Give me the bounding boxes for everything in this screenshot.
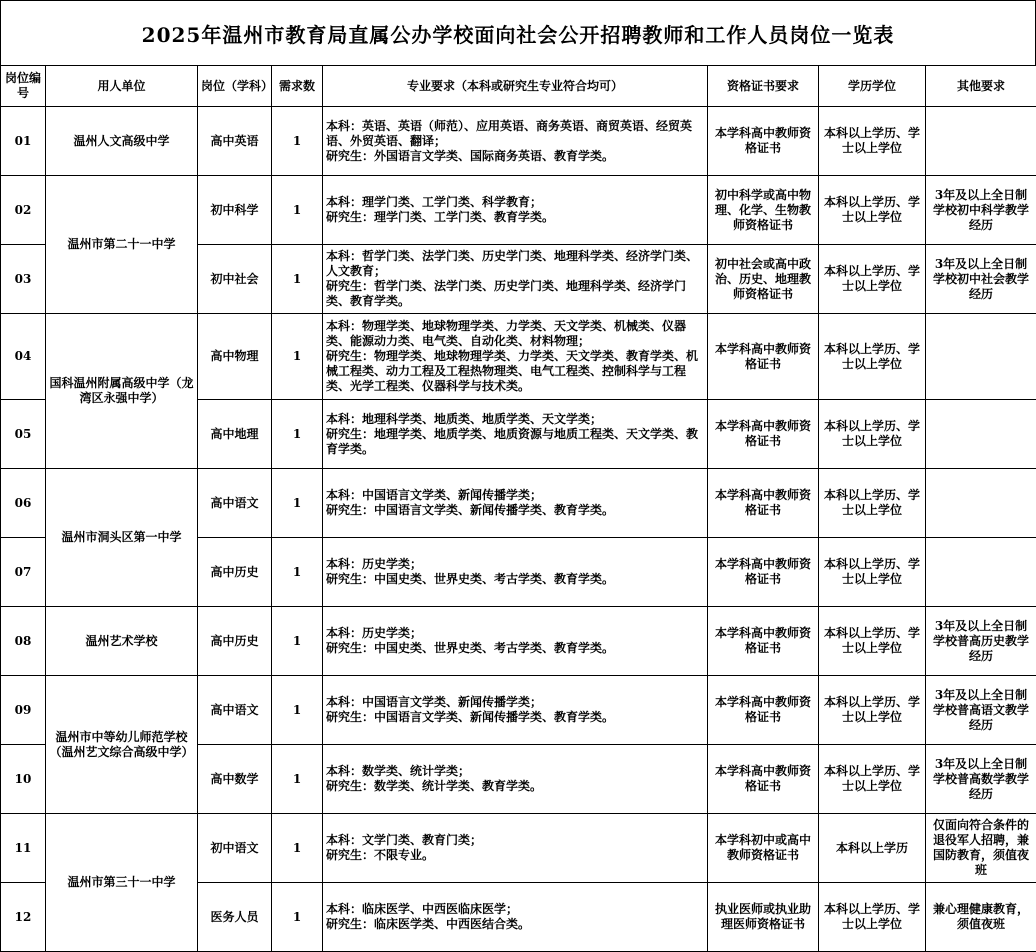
- cell-major: [323, 745, 708, 814]
- cell-code: 07: [1, 538, 46, 607]
- cell-major: [323, 538, 708, 607]
- cell-cert: 本学科高中教师资格证书: [708, 469, 819, 538]
- cell-post: 高中语文: [198, 469, 272, 538]
- header-other: 其他要求: [926, 66, 1036, 107]
- cell-cert: 本学科高中教师资格证书: [708, 400, 819, 469]
- cell-cert: 本学科高中教师资格证书: [708, 745, 819, 814]
- header-cert: 资格证书要求: [708, 66, 819, 107]
- cell-cert: 本学科高中教师资格证书: [708, 676, 819, 745]
- cell-num: 1: [272, 400, 323, 469]
- major-graduate: 研究生：临床医学类、中西医结合类。: [326, 917, 531, 931]
- cell-cert: 初中社会或高中政治、历史、地理教师资格证书: [708, 245, 819, 314]
- cell-degree: 本科以上学历、学士以上学位: [819, 314, 926, 400]
- major-undergrad: 本科：地理科学类、地质类、地质学类、天文学类；: [326, 411, 603, 426]
- cell-unit: 温州市第三十一中学: [46, 814, 198, 952]
- cell-post: 医务人员: [198, 883, 272, 952]
- cell-code: 02: [1, 176, 46, 245]
- cell-num: 1: [272, 176, 323, 245]
- cell-other: [926, 469, 1036, 538]
- cell-major: [323, 607, 708, 676]
- table-row: [1, 469, 1036, 538]
- cell-post: 高中英语: [198, 107, 272, 176]
- cell-num: 1: [272, 676, 323, 745]
- positions-table: [0, 65, 1036, 952]
- cell-other: 3年及以上全日制学校普高历史教学经历: [926, 607, 1036, 676]
- major-graduate: 研究生：中国史类、世界史类、考古学类、教育学类。: [326, 641, 615, 655]
- major-graduate: 研究生：理学门类、工学门类、教育学类。: [326, 210, 555, 224]
- header-post: 岗位（学科）: [198, 66, 272, 107]
- header-num: 需求数: [272, 66, 323, 107]
- cell-other: [926, 107, 1036, 176]
- cell-major: [323, 245, 708, 314]
- cell-num: 1: [272, 814, 323, 883]
- cell-major: [323, 883, 708, 952]
- cell-degree: 本科以上学历: [819, 814, 926, 883]
- page-title: 2025年温州市教育局直属公办学校面向社会公开招聘教师和工作人员岗位一览表: [0, 0, 1036, 66]
- cell-unit: 温州市洞头区第一中学: [46, 469, 198, 607]
- cell-unit: 温州人文高级中学: [46, 107, 198, 176]
- cell-degree: 本科以上学历、学士以上学位: [819, 676, 926, 745]
- cell-cert: 本学科初中或高中教师资格证书: [708, 814, 819, 883]
- major-undergrad: 本科：临床医学、中西医临床医学；: [326, 902, 519, 916]
- major-graduate: 研究生：哲学门类、法学门类、历史学门类、地理科学类、经济学门类、教育学类。: [326, 279, 687, 308]
- cell-num: 1: [272, 245, 323, 314]
- cell-cert: 执业医师或执业助理医师资格证书: [708, 883, 819, 952]
- table-row: [1, 107, 1036, 176]
- cell-other: 兼心理健康教育，须值夜班: [926, 883, 1036, 952]
- header-row: [1, 66, 1036, 107]
- major-graduate: 研究生：数学类、统计学类、教育学类。: [326, 779, 543, 793]
- major-undergrad: 本科：文学门类、教育门类；: [326, 833, 483, 847]
- header-code: 岗位编号: [1, 66, 46, 107]
- cell-post: 初中语文: [198, 814, 272, 883]
- cell-num: 1: [272, 107, 323, 176]
- header-degree: 学历学位: [819, 66, 926, 107]
- cell-other: [926, 400, 1036, 469]
- cell-unit: 温州市第二十一中学: [46, 176, 198, 314]
- cell-post: 高中语文: [198, 676, 272, 745]
- cell-other: [926, 314, 1036, 400]
- cell-degree: 本科以上学历、学士以上学位: [819, 400, 926, 469]
- cell-degree: 本科以上学历、学士以上学位: [819, 607, 926, 676]
- major-undergrad: 本科：理学门类、工学门类、科学教育；: [326, 195, 543, 209]
- major-graduate: 研究生：中国语言文学类、新闻传播学类、教育学类。: [326, 710, 615, 724]
- cell-post: 初中科学: [198, 176, 272, 245]
- cell-major: [323, 400, 708, 469]
- table-row: [1, 176, 1036, 245]
- cell-post: 高中历史: [198, 607, 272, 676]
- table-row: [1, 676, 1036, 745]
- major-graduate: 研究生：物理学类、地球物理学类、力学类、天文学类、教育学类、机械工程类、动力工程及工程热物理类、电气工程类、控制科学与工程类、光学工程类、仪器科学与技术类。: [326, 349, 699, 393]
- cell-cert: 本学科高中教师资格证书: [708, 607, 819, 676]
- cell-post: 高中地理: [198, 400, 272, 469]
- cell-major: [323, 107, 708, 176]
- cell-other: 仅面向符合条件的退役军人招聘，兼国防教育，须值夜班: [926, 814, 1036, 883]
- cell-num: 1: [272, 538, 323, 607]
- major-undergrad: 本科：数学类、统计学类；: [326, 764, 471, 778]
- cell-code: 12: [1, 883, 46, 952]
- cell-cert: 本学科高中教师资格证书: [708, 107, 819, 176]
- cell-code: 08: [1, 607, 46, 676]
- cell-other: 3年及以上全日制学校初中科学教学经历: [926, 176, 1036, 245]
- cell-num: 1: [272, 745, 323, 814]
- cell-other: [926, 538, 1036, 607]
- major-undergrad: 本科：历史学类；: [326, 557, 423, 571]
- cell-major: [323, 676, 708, 745]
- cell-post: 初中社会: [198, 245, 272, 314]
- cell-cert: 初中科学或高中物理、化学、生物教师资格证书: [708, 176, 819, 245]
- table-row: [1, 314, 1036, 400]
- cell-unit: 温州市中等幼儿师范学校（温州艺文综合高级中学）: [46, 676, 198, 814]
- cell-degree: 本科以上学历、学士以上学位: [819, 469, 926, 538]
- cell-post: 高中历史: [198, 538, 272, 607]
- cell-num: 1: [272, 469, 323, 538]
- cell-code: 03: [1, 245, 46, 314]
- table-row: [1, 607, 1036, 676]
- major-undergrad: 本科：中国语言文学类、新闻传播学类；: [326, 488, 543, 502]
- cell-other: 3年及以上全日制学校普高数学教学经历: [926, 745, 1036, 814]
- major-graduate: 研究生：中国语言文学类、新闻传播学类、教育学类。: [326, 503, 615, 517]
- major-graduate: 研究生：外国语言文学类、国际商务英语、教育学类。: [326, 148, 615, 163]
- cell-code: 09: [1, 676, 46, 745]
- cell-major: [323, 469, 708, 538]
- cell-post: 高中数学: [198, 745, 272, 814]
- cell-major: [323, 176, 708, 245]
- cell-other: 3年及以上全日制学校初中社会教学经历: [926, 245, 1036, 314]
- cell-degree: 本科以上学历、学士以上学位: [819, 745, 926, 814]
- major-undergrad: 本科：中国语言文学类、新闻传播学类；: [326, 695, 543, 709]
- cell-cert: 本学科高中教师资格证书: [708, 538, 819, 607]
- cell-code: 06: [1, 469, 46, 538]
- cell-major: [323, 814, 708, 883]
- major-graduate: 研究生：不限专业。: [326, 848, 435, 862]
- cell-unit: 国科温州附属高级中学（龙湾区永强中学）: [46, 314, 198, 469]
- cell-degree: 本科以上学历、学士以上学位: [819, 176, 926, 245]
- cell-num: 1: [272, 883, 323, 952]
- header-unit: 用人单位: [46, 66, 198, 107]
- cell-code: 10: [1, 745, 46, 814]
- major-undergrad: 本科：历史学类；: [326, 626, 423, 640]
- cell-major: [323, 314, 708, 400]
- major-graduate: 研究生：地理学类、地质学类、地质资源与地质工程类、天文学类、教育学类。: [326, 426, 699, 456]
- cell-degree: 本科以上学历、学士以上学位: [819, 883, 926, 952]
- cell-post: 高中物理: [198, 314, 272, 400]
- cell-code: 11: [1, 814, 46, 883]
- major-undergrad: 本科：英语、英语（师范）、应用英语、商务英语、商贸英语、经贸英语、外贸英语、翻译；: [326, 118, 693, 148]
- cell-degree: 本科以上学历、学士以上学位: [819, 538, 926, 607]
- cell-degree: 本科以上学历、学士以上学位: [819, 107, 926, 176]
- major-graduate: 研究生：中国史类、世界史类、考古学类、教育学类。: [326, 572, 615, 586]
- header-major: 专业要求（本科或研究生专业符合均可）: [323, 66, 708, 107]
- cell-other: 3年及以上全日制学校普高语文教学经历: [926, 676, 1036, 745]
- cell-num: 1: [272, 314, 323, 400]
- cell-code: 04: [1, 314, 46, 400]
- cell-code: 05: [1, 400, 46, 469]
- cell-degree: 本科以上学历、学士以上学位: [819, 245, 926, 314]
- cell-code: 01: [1, 107, 46, 176]
- cell-cert: 本学科高中教师资格证书: [708, 314, 819, 400]
- cell-unit: 温州艺术学校: [46, 607, 198, 676]
- major-undergrad: 本科：物理学类、地球物理学类、力学类、天文学类、机械类、仪器类、能源动力类、电气类、自动化类、材料物理；: [326, 319, 687, 348]
- cell-num: 1: [272, 607, 323, 676]
- major-undergrad: 本科：哲学门类、法学门类、历史学门类、地理科学类、经济学门类、人文教育；: [326, 249, 699, 278]
- table-row: [1, 814, 1036, 883]
